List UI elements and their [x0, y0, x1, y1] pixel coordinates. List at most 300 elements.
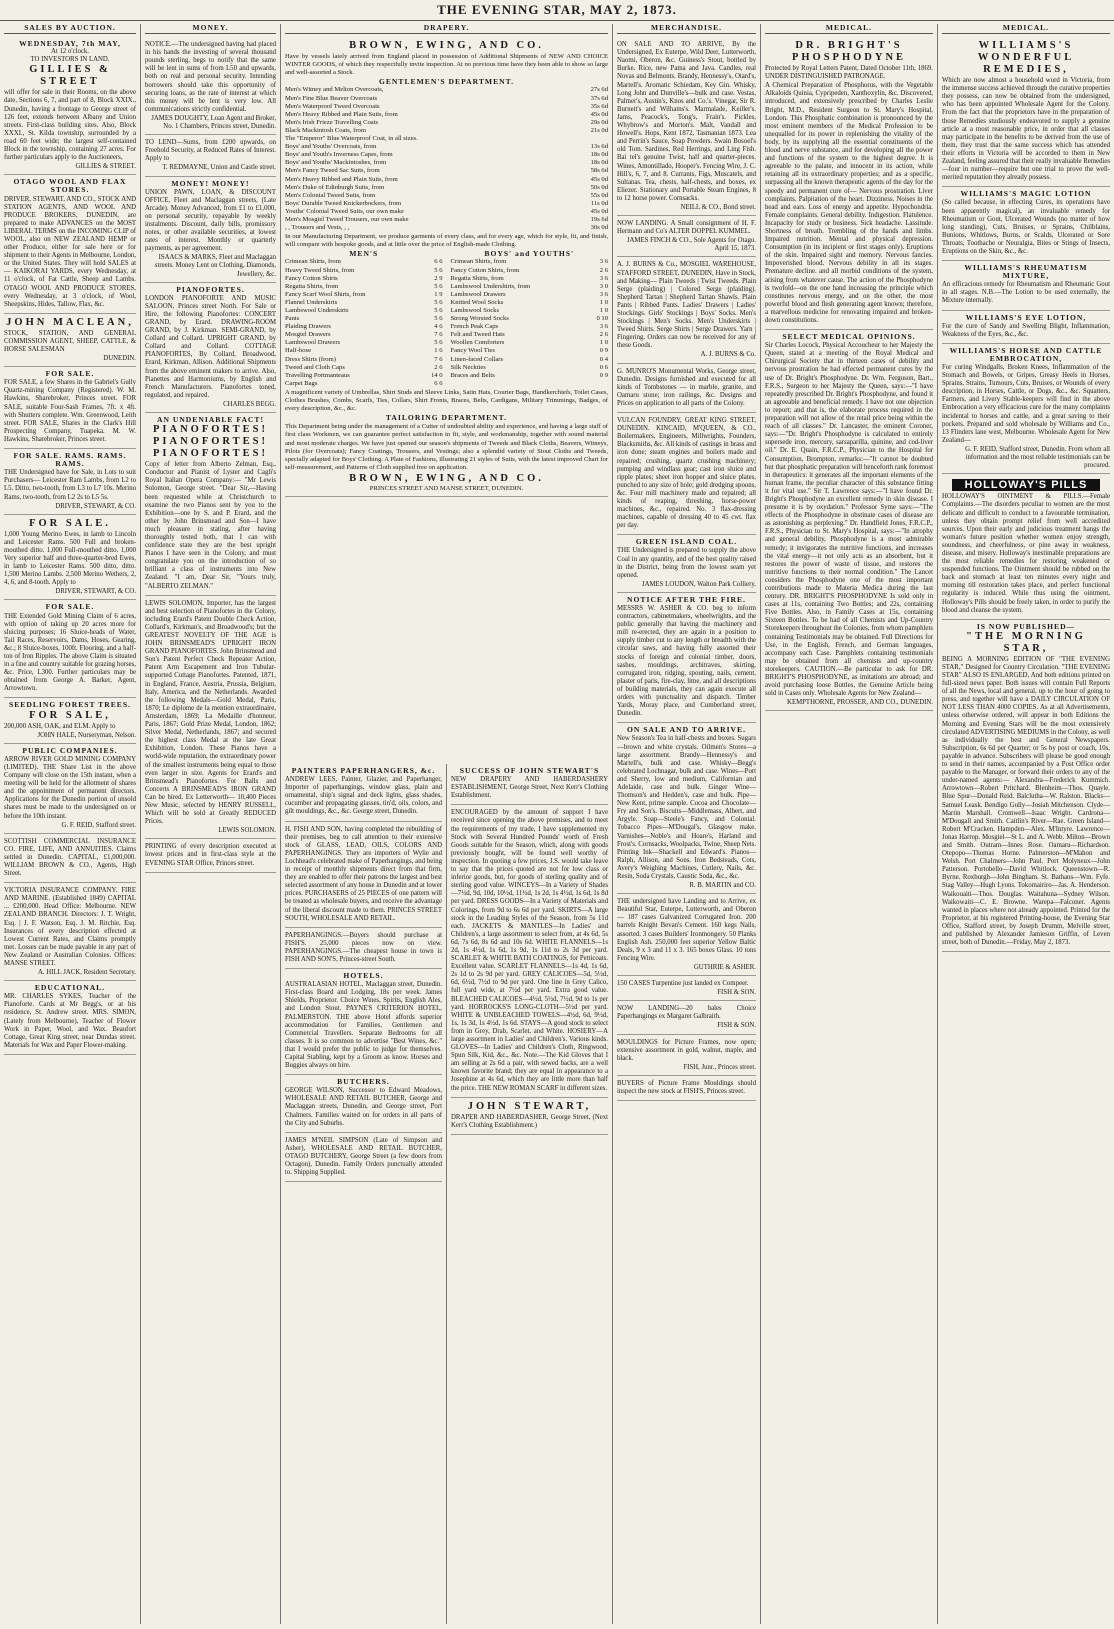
ad-signature: ISAACS & MARKS, Fleet and Maclaggan streets. Money Lent on Clothing, Diamonds, Jewellery, &c.	[154, 254, 276, 278]
firm-name-footer: BROWN, EWING, AND CO.	[349, 472, 544, 484]
price-row	[285, 167, 608, 175]
ad-signature: T. REDMAYNE, Union and Castle street.	[162, 164, 276, 172]
ad-signature: G. F. REID, Stafford street.	[61, 821, 136, 829]
advertisement	[4, 515, 136, 601]
advertisement	[4, 367, 136, 449]
advertisement	[617, 37, 756, 216]
item-name: Men's Mosgiel Tweed Trousers, our own make	[285, 215, 409, 223]
advertisement	[145, 135, 276, 176]
column-heading: SALES BY AUCTION.	[4, 24, 136, 34]
advertisement	[617, 1001, 756, 1034]
advertisement	[617, 1076, 756, 1101]
ad-signature: LEWIS SOLOMON.	[218, 827, 276, 835]
item-name: Lambswool Underskirts	[285, 307, 349, 314]
item-name: Men's Witney and Melton Overcoats,	[285, 86, 384, 94]
ad-body: H. FISH AND SON, having completed the rebuilding of their premises, beg to call attention to their extensive stock of GLASS, LEAD, OILS, COLORS AND PAPERHANGINGS. They are importers of Wylie and Lochhead's celebrated make of Paperhangings, and being in receipt of monthly shipments direct from that firm, they are enabled to offer their patrons the largest and best selected assortment of any house in Dunedin and at lower prices. PURCHASERS of 25 PIECES of one pattern will be treated as wholesale buyers, and receive the advantage of the liberal discount made to them. PRINCES STREET SOUTH, WHOLESALE AND RETAIL.	[285, 825, 442, 922]
price-row	[451, 347, 609, 355]
column-merchandise	[612, 24, 760, 1624]
item-price: 58s 6d	[590, 167, 608, 175]
ad-signature: A. HILL JACK, Resident Secretary.	[37, 969, 136, 977]
ad-signature: FISH & SON.	[717, 1022, 756, 1030]
ad-title: PUBLIC COMPANIES.	[22, 745, 118, 755]
ad-headline: JOHN STEWART,	[467, 1100, 592, 1112]
item-name: Dress Shirts (from)	[285, 355, 336, 363]
price-row	[285, 184, 608, 192]
ad-headline: PIANOFORTES! PIANOFORTES! PIANOFORTES!	[153, 424, 268, 460]
item-price: 2 6	[599, 266, 608, 274]
price-row	[451, 331, 609, 339]
item-price: 2 9	[434, 274, 443, 282]
ad-body: VULCAN FOUNDRY, GREAT KING STREET, DUNEDIN. KINCAID, M'QUEEN, & CO., Boilermakers, Engineers, Millwrights, Founders, Blacksmiths, &c. All kinds of castings in brass and iron done; steam engines and boilers made and repaired; crushing, quartz crushing machinery; pumping and windlass gear; cast iron sluice and ripple plates; sheet iron hopper and sluice plates, punched to any size of hole; gold dredging spoons, &c. Four mill machinery made and repaired; all kinds of reaping, threshing, horse-power machines, &c., repaired. No. 3 flax-dressing machines, capable of dressing 40 to 45 cwt. flax per day.	[617, 417, 756, 530]
ad-body: 200,000 ASH, OAK, and ELM. Apply to	[4, 722, 116, 730]
item-name: Lambswool Socks	[450, 307, 500, 314]
advertisement	[145, 413, 276, 596]
ad-title: FOR SALE. RAMS. RAMS. RAMS.	[13, 451, 127, 469]
item-price: 3 6	[599, 274, 608, 282]
ad-title: WILLIAMS'S HORSE AND CATTLE EMBROCATION,	[949, 345, 1103, 363]
item-price: 4 6	[434, 323, 443, 331]
advertisement	[145, 177, 276, 283]
ad-title: SUCCESS OF JOHN STEWART'S	[459, 766, 600, 775]
ad-signature: A. J. BURNS & Co.	[700, 351, 756, 359]
ad-headline: WILLIAMS'S WONDERFUL REMEDIES,	[977, 40, 1075, 76]
item-price: 3 6	[599, 290, 608, 298]
item-name: Braces and Belts	[450, 371, 495, 379]
item-name: Boys' and Youth's Inverness Capes, from	[285, 151, 393, 159]
ad-headline: GILLIES & STREET	[29, 64, 111, 88]
item-name: Fancy Wool Ties	[450, 347, 495, 355]
ad-title: BUTCHERS.	[337, 1077, 390, 1087]
ad-signature: JAMES FINCH & CO., Sole Agents for Otago. April 15, 1873.	[626, 237, 756, 253]
item-name: Travelling Portmanteaus	[285, 371, 350, 379]
price-row	[285, 192, 608, 200]
ad-body: PAPERHANGINGS.—Buyers should purchase at FISH'S. 25,000 pieces now on view. PAPERHANGINGS.—The cheapest house in town is FISH AND SON'S, Princes-street South.	[285, 931, 442, 963]
mfg-note: In our Manufacturing Department, we produce garments of every class, and for every age, which for style, fit, and finish, will compare with bespoke goods, and at little over the price of English-made Clothing.	[285, 233, 608, 249]
ad-body: JAMES M'NEIL SIMPSON (Late of Simpson and Asher), WHOLESALE AND RETAIL BUTCHER, OTAGO BUTCHERY, George Street (a few doors from Octagon), Dunedin. Family Orders punctually attended to. Shipping Supplied.	[285, 1136, 442, 1177]
price-row	[285, 224, 608, 232]
advertisement	[145, 839, 276, 872]
item-price: 55s 0d	[590, 191, 608, 199]
ad-title: EDUCATIONAL.	[34, 983, 106, 993]
item-name: Lambswool Undershirts, from	[450, 282, 531, 290]
ad-subtitle: At 12 o'clock.	[50, 48, 90, 56]
price-row	[285, 95, 608, 103]
umbrellas-note: A magnificent variety of Umbrellas, Shirt Studs and Sleeve Links, Satin Hats, Courier Bags, Handkerchiefs, Toilet Cases, Clothes Brushes, Combs, Scarfs, Ties, Collars, Shirt Fronts, Braces, Belts, Cardigans, Military Trimmings, Badges, of every description, &c., &c.	[285, 388, 608, 413]
ad-body: THE Extended Gold Mining Claim of 6 acres, with option of taking up 20 acres more for sluicing purposes; 16 Sluice-heads of Water, Tail Races, Reservoirs, Dams, Hoses, Gearing, &c.; 8 Sluice-boxes, 100ft. Flooring, and a half-ton of Iron Ripples. The above Claim is situated in a fine and country suitable for grazing horses, &c. Price, L300. Further particulars may be obtained from George A. Barker, Agent, Arrowtown.	[4, 612, 136, 693]
item-name: Silk Neckties	[450, 363, 486, 371]
advertisement	[451, 1098, 608, 1135]
ad-signature: FISH, Junr., Princes street.	[683, 1063, 756, 1071]
price-row	[285, 208, 608, 216]
column-auction	[0, 24, 140, 1624]
price-row	[285, 275, 443, 283]
ad-signature: NEILL & CO., Bond street.	[680, 203, 756, 211]
column-heading: MERCHANDISE.	[617, 24, 756, 34]
item-price: 5 6	[434, 282, 443, 290]
ad-signature: R. B. MARTIN and CO.	[689, 882, 756, 890]
price-row	[285, 135, 608, 143]
item-name: Heavy Tweed Shirts, from	[285, 266, 355, 274]
gents-title: GENTLEMEN'S DEPARTMENT.	[378, 77, 515, 87]
advertisement	[4, 698, 136, 743]
column-drapery	[280, 24, 612, 764]
ad-text: A Chemical Preparation of Phosphorus, with the Vegetable Alkaloids Quinia, Cypripeden, Xanthoxylin, &c. Discovered, introduced, and extensively prescribed by Charles Leslie Bright, M.D., Resident Surgeon to St. Mary's Hospital, London. This Phosphatic combination is pronounced by the most eminent members of the Medical Profession to be unequalled for its power in replenishing the vitality of the body, by its supplying all the essential constituents of the blood and nerve substance, and for developing all the power and functions of the system to the highest degree. It is agreeable to the palate, and innocent in its action, while retaining all its extraordinary properties; and as a specific, surpassing all the known therapeutic agents of the day for the speedy and permanent cure of— Nervous prostration. Liver complaints. Palpitation of the heart. Dizziness. Noises in the head and ears. Loss of energy and appetite. Hypochondria. Female complaints. General debility. Indigestion. Flatulence. Incapacity for study or business. Sick headache. Lassitude. Shortness of breath. Trembling of the hands and limbs. Impaired nutrition. Mental and physical depression. Consumption (in its incipient or first stages only). Eruptions of the skin. Impaired sight and memory. Nervous fancies. Impoverished blood. Nervous debility in all its stages. Premature decline. and all morbid conditions of the system, arising from whatever cause. The action of the Phosphodyne is twofold—on the one hand increasing the principle which constitutes nervous energy, and on the other, the most powerful blood and flesh generating agent known; therefore, a marvellous medicine for renovating impaired and broken-down constitutions.	[765, 82, 933, 324]
column-money	[140, 24, 280, 1624]
ad-title: PIANOFORTES.	[176, 284, 245, 294]
ad-body: THE Undersigned is prepared to supply the above Coal in any quantity, and of the best quality raised in the District, being from the lowest seam yet opened.	[617, 547, 756, 579]
item-price: 0 4	[599, 355, 608, 363]
item-price: 5 6	[434, 266, 443, 274]
price-row	[285, 315, 443, 323]
ad-body: ON SALE AND TO ARRIVE, By the Undersigned, Ex Euterpe, Wild Deer, Lutterworth, Naomi, Oberon, &c. Guiness's Stout, bottled by Burke. Rice, new Patna and Java. Candles, real Novas and Belmonts. Brandy, Hennessy's, Otard's, Martell's. Aromatic Schiedam, Key Gin. Whisky, Long John and Dunville's—bulk and case. Vestas, Palmer's, Austin's, Knos and Co.'s. Vinegar, Sir R. Burnett's and Wilhams's. Marmalade, Keiller's. Jams, Peacock's, Tong's, Frain's. Pickles, Whybrow's and Morton's. Malt, Vandall and Howell's. Hops, Kent 1872, Tasmanian 1873. Lea and Perrin's Sauce, Soap Powders. Swain Bosoel's old Tom. Sardines, Red Herrings, and Ling Fish. Bai tel's genuine Twist, half and quarter-pieces. Wines, Amontillado, Hooper's. Fencing Wire, J. C. Hill's, 6, 7, and 8. Currants, Figs, Muscatels, and Sultanas. Tea, chests, half-chests, and boxes, ex Eliezer. Stationary and Portable Steam Engines, 8 to 12 horse power. Cornsacks.	[617, 41, 756, 202]
price-row	[285, 127, 608, 135]
item-name: Men's Colonial Tweed Suits, from	[285, 191, 376, 199]
item-name: Knitted Wool Socks	[450, 298, 504, 306]
ad-body: LEWIS SOLOMON, Importer, has the largest and best selection of Pianofortes in the Colony, including Erard's Patent Double Check Action, Collard's, Kirkman's, and Broadwood's; but the GREATEST NOVELTY OF THE AGE is JOHN BRINSMEAD'S UPRIGHT IRON GRAND PIANOFORTES. John Brinsmead and Son's Patent Perfect Check Repeater Action, Patent Arm Escapement and Iron Tubular-supported Cottage Pianofortes. Patented, 1871, in England, France, Austria, Prussia, Belgium, Italy, America, and the Netherlands. Awarded the following Medals—Gold Medal, Paris, 1870; Le diplome de la mention extraordinaire, Amsterdam, 1869; La Medaille d'honneur, Paris, 1867; Gold Prize Medal, London, 1862; Silver Medal, Netherlands, 1867; and secured the highest class Medal at the late Great Exhibition, London. These Pianos have a world-wide reputation, the extraordinary power of the smallest instruments being equal to those even larger in size. Agents for Erard's and Brinsmead's Pianofortes. For Balls and Concerts A BRINSMEAD'S IRON GRAND Can be hired. Ex Letterworth— 10,400 Pieces New Music, selected by HENRY RUSSELL, Which will be sold at Greatly REDUCED Prices.	[145, 599, 276, 826]
item-name: Mosgiel Drawers	[285, 331, 331, 339]
ad-signature: GILLIES & STREET.	[75, 163, 136, 171]
ad-body: An efficacious remedy for Rheumatism and Rheumatic Gout in all stages. N.B.—The Lotion to be used externally, the Mixture internally.	[942, 281, 1110, 305]
item-name: Plaiding Drawers	[285, 323, 331, 331]
item-price: 11s 0d	[590, 199, 608, 207]
advertisement	[4, 37, 136, 175]
ad-body: UNION PAWN, LOAN, & DISCOUNT OFFICE, Fleet and Maclaggan streets, (Late Arcade). Money Advanced, from £1 to £1,000, on personal security, repayable by weekly instalments. Discount, daily bills, promissory notes, or other available securities, at lowest rates of interest. Monthly or quarterly payments, as per agreement.	[145, 188, 276, 253]
price-row	[451, 299, 609, 307]
advertisement	[942, 474, 1110, 620]
advertisement	[285, 764, 442, 822]
advertisement	[617, 1035, 756, 1076]
item-name: The "Emperor" Blue Waterproof Coat, in all sizes.	[285, 135, 418, 143]
item-name: , , Trousers and Vests, , ,	[285, 224, 350, 232]
tailoring-title: TAILORING DEPARTMENT.	[385, 413, 508, 423]
item-name: Woollen Comforters	[450, 339, 505, 347]
holloway-banner: HOLLOWAY'S PILLS	[952, 479, 1100, 491]
advertisement	[942, 620, 1110, 952]
ad-signature: JOHN HALE, Nurseryman, Nelson.	[37, 731, 136, 739]
price-row	[285, 347, 443, 355]
price-row	[285, 372, 443, 380]
price-row	[285, 364, 443, 372]
ad-body: NEW DRAPERY AND HABERDASHERY ESTABLISHMENT, George Street, Next Kerr's Clothing Establishment.	[451, 776, 608, 800]
item-price: 29s 0d	[590, 118, 608, 126]
item-name: Men's Irish Frieze Travelling Coats	[285, 118, 379, 126]
item-name: French Peak Caps	[450, 323, 499, 331]
advertisement	[942, 261, 1110, 310]
firm-name: BROWN, EWING, AND CO.	[349, 40, 544, 52]
item-price: 5 6	[434, 315, 443, 323]
item-price: 1 0	[599, 298, 608, 306]
price-row	[451, 283, 609, 291]
item-price: 1 0	[599, 339, 608, 347]
price-row	[451, 258, 609, 266]
advertisement	[765, 330, 933, 711]
item-name: Fancy Cotton Shirts, from	[450, 266, 520, 274]
ad-body: MR. CHARLES SYKES, Teacher of the Pianoforte. Cards at Mr Begg's, or at his residence, St. Andrew street. MRS. SIMON, (Lately from Melbourne), Teacher of Flower Work in Paper, Wool, and Wax. Beaufort Cottage, Great King street, near Dundas street. Materials for Wax and Paper Flower-making.	[4, 993, 136, 1049]
item-price: 45s 0d	[590, 175, 608, 183]
price-row	[285, 111, 608, 119]
ad-title: AN UNDENIABLE FACT!	[156, 415, 265, 425]
column-heading: MEDICAL.	[942, 24, 1110, 34]
advertisement	[942, 344, 1110, 474]
advertisement	[4, 314, 136, 367]
item-price: 6 6	[434, 379, 443, 387]
price-row	[285, 267, 443, 275]
item-price: 5 6	[434, 298, 443, 306]
ad-signature: CHARLES BEGG.	[223, 400, 276, 408]
drapery-advertisement	[285, 37, 608, 497]
advertisement	[617, 257, 756, 363]
item-price: 5 6	[434, 339, 443, 347]
ad-lead: TO INVESTORS IN LAND.	[30, 56, 110, 64]
ad-body: BEING A MORNING EDITION OF "THE EVENING STAR," Designed for Country Circulation. "THE EVENING STAR" ALSO IS ENLARGED, And both editions printed on full-sized news paper. Both issues will contain Full Reports of all the News, local and general, up to the hour of going to press, and together will have a DAILY CIRCULATION OF NOT LESS THAN 4000 COPIES. As at all Advertisements, unless otherwise ordered, will appear in both Editions the Morning and Evening Stars will be the most extensively circulated ADVERTISING MEDIUMS in the Colony, as well as individually the best and General Newspapers. Subscription, 6s 6d per Quarter; or 5s by post or coach, 10s, payable in advance. Subscribers will please be good enough to send in their names, accompanied by a Post Office order payable to the Manager, or forward their orders to any of the under-named agents:— Alexandra—Frederick Kummich. Arrowtown—Robert Pritchard. Blenheim—Thos. Quayle. Blue Spur—Donald Reid. Balclutha—W. Ralston. Blacks—Samuel Leask. Bendigo Gully—Josiah Mitchenson. Clyde—Martin Marshall. Cromwell—Isaac Wright. Cardrona—M'Dougall and Smith. Caitlin's River—Rae. Green Island—Robert M'Cracken. Hampden—Alex. M'Intyre. Lawrence—Jonas Harrop. Mosgiel—St L. and A. Webb. Milton—Brown and Smith. Outram—Innes Rose. Oamaru—Richardson. Otepopo—Thomas Horne. Palmerston—M'Mahon and Welsh. Port Chalmers—John Paul. Port Molyneux—John Patterson. Portobello—David Whitlock. Queenstown—R. Byrne. Roxburgh—John Bingham. St. Bathans—Wm. Fyfe. Stag Valley—Hugh Lyons. Tokomairiro—Jas. A. Henderson. Waikouaiti—Thos. Douglas. Waitahuna—Sydney Wilson. Waikowaiti—C. E. Browne. Warepa—Falconer. Agents wanted in places where not already appointed. Printed for the Proprietor, at his registered Printing-house, the Evening Star Office, Stafford street, by Joseph Drumm, Melville street, and published by Alexander Jamieson Griffin, of Leven street, both of Dunedin.—Friday, May 2, 1873.	[942, 655, 1110, 947]
advertisement	[617, 894, 756, 976]
ad-body: SCOTTISH COMMERCIAL INSURANCE CO. FIRE, LIFE, AND ANNUITIES. Claims settled in Dunedin. CAPITAL, £1,000,000. WILLIAM BROWN & CO., Agents, High Street.	[4, 837, 136, 878]
ad-title: OTAGO WOOL AND FLAX STORES.	[13, 177, 127, 195]
advertisement	[145, 283, 276, 413]
item-name: Boys' Durable Tweed Knickerbockers, from	[285, 199, 402, 207]
ad-title: FOR SALE.	[45, 602, 95, 612]
price-row	[285, 356, 443, 364]
advertisement	[4, 834, 136, 883]
advertisement	[451, 764, 608, 805]
item-name: Pants	[285, 315, 300, 323]
item-name: Men's Fine Blue Beaver Overcoats	[285, 94, 378, 102]
item-price: 1 9	[434, 290, 443, 298]
ad-body: STOCK, STATION, AND GENERAL COMMISSION AGENT, SHEEP, CATTLE, & HORSE SALESMAN	[4, 329, 136, 353]
ad-body: 150 CASES Turpentine just landed ex Compeer.	[617, 980, 749, 988]
masthead: THE EVENING STAR, MAY 2, 1873.	[0, 0, 1114, 21]
price-row	[285, 258, 443, 266]
ad-body: AUSTRALASIAN HOTEL, Maclaggan street, Dunedin. First-class Board and Lodging, 18s per week. James Shields, Proprietor. Choice Wines, Spirits, English Ales, and London Stout. PAYNE'S CRITERION HOTEL, PALMERSTON. THE above Hotel affords superior accommodation for Families, Gentlemen and Commercial Travellers. Separate Bedrooms for all classes. It is so common to advertise "Best Wines, &c." that I would prefer the public to judge for themselves. Capital Stabling, kept by a Groom as know. Horses and Buggies always on hire.	[285, 981, 442, 1070]
ad-body: VICTORIA INSURANCE COMPANY. FIRE AND MARINE. (Established 1849) CAPITAL ... £200,000. Head Office: Melbourne. NEW ZEALAND BRANCH. Directors: J. T. Wright, Esq. | J. F. Watson, Esq. J. M. Ritchie, Esq. Insurances of every description effected at Lowest Current Rates, and Claims promptly met. Losses can be made payable in any part of New Zealand or Australian Colonies. Offices: MANSE STREET.	[4, 887, 136, 967]
price-row	[451, 356, 609, 364]
ad-signature: GUTHRIE & ASHER.	[693, 963, 756, 971]
item-price: 2 6	[434, 363, 443, 371]
price-row	[285, 291, 443, 299]
item-name: Black Mackintosh Coats, from	[285, 126, 366, 134]
ad-title: WILLIAMS'S RHEUMATISM MIXTURE,	[964, 263, 1088, 281]
price-row	[451, 323, 609, 331]
advertisement	[285, 822, 442, 928]
item-price: 1 0	[599, 307, 608, 314]
item-price: 3 6	[599, 258, 608, 266]
item-price: 45s 0d	[590, 207, 608, 215]
item-name: Crimean Shirts, from	[450, 258, 507, 266]
boys-table	[451, 250, 609, 388]
advertisement	[617, 976, 756, 1001]
item-name: Men's Fancy Tweed Sac Suits, from	[285, 167, 380, 175]
item-name: Carpet Bags	[285, 379, 318, 387]
ad-signature: KEMPTHORNE, PROSSER, AND CO., DUNEDIN.	[787, 699, 933, 707]
advertisement	[4, 449, 136, 515]
item-price: 5 6	[434, 307, 443, 314]
price-row	[451, 364, 609, 372]
price-row	[285, 159, 608, 167]
ad-body: Protected by Royal Letters Patent, Dated October 11th, 1869. UNDER DISTINGUISHED PATRONAGE.	[765, 65, 933, 81]
ad-body: FOR SALE, a few Shares in the Gabriel's Gully Quartz-mining Company (Registered). W. M. Hawkins, Sharebroker, Princes street. FOR SALE, suitable Four-Sash Frames, 7ft. x 4ft. with Shutters complete. Wm. Greenwood, Leith street. FOR SALE, Shares in the Clark's Hill Prospecting Company, Tuapeka. M. W. Hawkins, Sharebroker, Princes street.	[4, 379, 136, 443]
column-medical-2	[937, 24, 1114, 1624]
item-name: Tweed and Cloth Caps	[285, 363, 345, 371]
price-row	[451, 339, 609, 347]
ad-body: A. J. BURNS & Co., MOSGIEL WAREHOUSE, STAFFORD STREET, DUNEDIN, Have in Stock, and Making— Plain Tweeds | Twist Tweeds. Plain Serge (plaiding) | Colored Serge (plaiding). Shepherd Tartan | Shepherd Tartan Shawls. Plain Pants | Ribbed Pants. Ladies' Drawers | Ladies' Stockings. Girls' Stockings | Boys' Socks. Men's Stockings | Men's Socks. Men's Underskirts | Tweed Shirts. Serge Shirts | Serge Drawers. Yarn | Fingering. Orders can now be received for any of these Goods.	[617, 261, 756, 350]
item-name: Fancy Cotton Shirts	[285, 274, 338, 282]
item-price: 30s 0d	[590, 224, 608, 232]
item-name: Men's Duke of Edinburgh Suits, from	[285, 183, 385, 191]
ad-title: SELECT MEDICAL OPINIONS.	[782, 332, 916, 342]
ad-body: ARROW RIVER GOLD MINING COMPANY (LIMITED). THE Share List in the above Company will close on the 15th instant, when a meeting will be held for the allotment of shares and the appointment of permanent directors. Applications for the Dunedin portion of unsold shares must be made to the undersigned on or before the 10th instant.	[4, 755, 136, 820]
ad-signature: FISH & SON.	[717, 989, 756, 997]
item-price	[578, 135, 608, 143]
ad-headline: DR. BRIGHT'S PHOSPHODYNE	[791, 40, 907, 64]
column-heading: DRAPERY.	[285, 24, 608, 34]
mens-title: MEN'S	[349, 249, 379, 259]
ad-signature: JAMES DOUGHTY, Loan Agent and Broker, No. 1 Chambers, Princes street, Dunedin.	[151, 114, 276, 131]
item-name: Men's Waterproof Tweed Overcoats	[285, 102, 380, 110]
price-row	[285, 151, 608, 159]
ad-title: IS NOW PUBLISHED—	[976, 621, 1076, 631]
ad-body: LONDON PIANOFORTE AND MUSIC SALOON, Princes street North. For Sale or Hire, the following Pianofortes: CONCERT GRAND, by Erard. DRAWING-ROOM GRAND, by J. Kirkman. SEMI-GRAND, by Collard and Collard. UPRIGHT GRAND, by Collard and Collard. COTTAGE PIANOFORTES, By Collard, Broadwood, Erard, Kirkman, Allison. Additional Shipments from the above eminent makers to arrive. Also, Pianettes and Harmoniums, by English and French Manufacturers. Pianofortes toned, regulated, and repaired.	[145, 294, 276, 399]
advertisement	[765, 37, 933, 330]
price-row	[285, 119, 608, 127]
item-price: 0 6	[599, 363, 608, 371]
ad-title: HOTELS.	[343, 971, 384, 981]
item-price: 18s 0d	[590, 151, 608, 159]
item-price: 45s 0d	[590, 110, 608, 118]
price-row	[285, 143, 608, 151]
firm-address: PRINCES STREET AND MANSE STREET, DUNEDIN.	[369, 484, 524, 492]
price-row	[451, 315, 609, 323]
item-name: Crimean Shirts, from	[285, 258, 341, 266]
ad-body: MESSRS W. ASHER & CO. beg to inform contractors, cabinetmakers, wheelwrights, and the public generally that having the machinery and mill re-erected, they are again in a position to supply timber cut to any length or breadth with the circular saws, and having fully assorted their stocks of foreign and colonial timber, doors, sashes, mouldings, architraves, skirting, corrugated iron, ridging, spouting, nails, cement, plaster of paris, fire-clay, lime, and all descriptions of building materials, they can again execute all orders with punctuality and dispatch. Timber Yards, Moray place, and Cumberland street, Dunedin.	[617, 605, 756, 718]
ad-body: Copy of letter from Alberto Zelman, Esq., Conductor and Pianist of Lyster and Cagli's Royal Italian Opera Company:— "Mr Lewis Solomon, George street. "Dear Sir,—Having been requested while at Christchurch to examine the two Pianos sent by you to the Exhibition—one by S. and P. Erard, and the other by John Brinsmead and Son—I have much pleasure in stating, after having thoroughly tested both, that I can with confidence state they are the best upright Pianos I have seen in the Colony, and must congratulate you on the introduction of so brilliant a class of instruments into New Zealand. "I am, Dear Sir, "Yours truly, "ALBERTO ZELMAN."	[145, 461, 276, 590]
ad-body: NOTICE.—The undersigned having had placed in his hands the investing of several thousand pounds sterling, begs to notify that the same will be lent in sums of from L50 and upwards, both on real and personal security. Intending borrowers should take this opportunity of securing loans, as the rate of interest at which this money will be lent is very low. All communications strictly confidential.	[145, 41, 276, 113]
item-price: 14 0	[430, 371, 443, 379]
price-row	[285, 339, 443, 347]
advertisement	[285, 928, 442, 969]
item-name: Regatta Shirts, from	[285, 282, 339, 290]
ad-signature: DRIVER, STEWART, & CO.	[55, 588, 136, 596]
item-price: 1 6	[434, 347, 443, 355]
advertisement	[285, 969, 442, 1075]
price-row	[285, 299, 443, 307]
price-row	[285, 307, 443, 315]
price-tables	[285, 250, 608, 388]
column-stewart	[446, 764, 612, 1624]
item-name: Men's Heavy Ribbed and Plain Suits, from	[285, 110, 398, 118]
item-price: 0 10	[596, 315, 608, 323]
ad-body: THE undersigned have Landing and to Arrive, ex Beautiful Star, Euterpe, Lutterworth, and Oberon— 187 cases Galvanized Corrugated Iron. 200 barrels Knight Bevan's Cement. 160 kegs Nails, assorted. 3 cases Builders' Ironmongery. 50 Planks English Ash. 250,000 feet superior Yellow Baltic Deals, 9 x 3 and 11 x 3. 165 boxes Glass. 10 tons Fencing Wire.	[617, 898, 756, 962]
item-price: 35s 6d	[590, 102, 608, 110]
advertisement	[451, 805, 608, 1097]
ad-title: WILLIAMS'S EYE LOTION,	[965, 312, 1087, 322]
ad-signature: G. F. REID, Stafford street, Dunedin. From whom all information and the most reliable testimonials can be procured.	[965, 445, 1110, 470]
advertisement	[4, 600, 136, 698]
item-price: 13s 6d	[590, 143, 608, 151]
ad-body: New Season's Tea in half-chests and boxes. Sugars—brown and white crystals. Oilmen's Stores—a large assortment. Brandy—Hennessy's and Martell's, bulk and case. Whisky—Begg's celebrated Lochnagar, bulk and case. Wines—Port and Sherry, low and medium, Californian and Adelaide, case and bulk. Ginger Wine—Thomson's and Hedden's, case and bulk. Pipe—New Kent, prime sample. Cocoa and Chocolate—Fry and Son's. Biscuits—Middlemass, Albert, and Argyle. Soap—Steele's Fancy, and Colonial. Tobacco Pipes—M'Dougal's, Glasgow make. Varnishes—Noble's and Hoare's, Harland and Frost's. Cornsacks, Woolpacks, Twine, Sheep Nets. Printing Ink—Shackell and Edward's. Pianos—Ralph, Allison, and Sons. Iron Bedsteads, Cots, Avery's Weighing Machines, Cutlery, Nails, &c. Resin, Soda Crystals, Caustic Soda, &c., &c.	[617, 735, 756, 880]
ad-body: NOW LANDING. A Small consignment of H. F. Hermann and Co's ALTER DOPPEL KUMMEL.	[617, 220, 756, 236]
price-row	[285, 216, 608, 224]
item-price: 0 9	[599, 347, 608, 355]
price-row	[285, 283, 443, 291]
item-name: Boys' and Youths' Overcoats, from	[285, 143, 377, 151]
drapery-intro: Have by vessels lately arrived from England placed in possession of Additional Shipments of NEW AND CHOICE WINTER GOODS, of which they respectfully invite inspection. At no previous time have they been able to show so large and well-assorted a Stock.	[285, 53, 608, 77]
ad-title: WILLIAMS'S MAGIC LOTION	[960, 189, 1092, 199]
mens-table	[285, 250, 443, 388]
item-price: 3 0	[599, 282, 608, 290]
ad-title: SEEDLING FOREST TREES.	[9, 700, 131, 710]
tailoring-body: This Department being under the management of a Cutter of undoubted ability and experience, and having a large staff of first class Workmen, we can guarantee perfect satisfaction in fit, style, and workmanship, together with sound material and most moderate charges. We have just opened our season's shipments of Tweeds and Black Cloths, Beavers, Witneys, Pilots (for Overcoats); Fancy Coatings, Trousers, and Vestings; also a splendid variety of Stout Cloths and Tweeds, specially adapted for Boys' Clothing. A Plate of Fashions, illustrating 21 styles of Suits, with the latest improved Chart for self-measurement, and Patterns of Cloth supplied free on application.	[285, 423, 608, 471]
price-row	[285, 86, 608, 94]
ad-body: 1,000 Young Merino Ewes, in lamb to Lincoln and Leicester Rams. 500 Full and broken-mouthed ditto. 1,000 Full-mouthed ditto. 1,000 Very superior half and three-quarter-bred Ewes, in lamb to Leicester Rams. 500 ditto, ditto. 1,500 Merino Lambs. 2,500 Merino Wethers, 2, 4, 6, and 8-tooth. Apply to	[4, 530, 136, 587]
ad-headline: FOR SALE,	[29, 709, 111, 721]
column-painters	[280, 764, 446, 1624]
item-price: 6 6	[434, 258, 443, 266]
ad-body: ANDREW LEES, Painter, Glazier, and Paperhanger, Importer of paperhangings, window glass, plain and ornamental, ship's signal and deck lights, glass shades, cucumber and propagating glasses, tin'd, oils, colors, and gilt mouldings, &c., &c. George street, Dunedin.	[285, 776, 442, 816]
item-name: Men's Heavy Ribbed and Plain Suits, from	[285, 175, 398, 183]
advertisement	[285, 1075, 442, 1133]
advertisement	[617, 413, 756, 535]
advertisement	[4, 883, 136, 981]
ad-body: (So called because, in effecting Cures, its operations have been apparently magical), an invaluable remedy for Rheumatism or Gout, Ulcerated Wounds (no matter of how long standing), Cuts, Bruises, or Sprains, Chilblains, Bunions, Whitlows, Burns, or Scalds, Ulcerated or Sore Throats, Toothache or Neuralgia, Bites or Stings of Insects, Eruptions on the Skin, &c., &c.	[942, 199, 1110, 255]
ad-title: FOR SALE.	[45, 369, 95, 379]
advertisement	[145, 37, 276, 135]
advertisement	[617, 723, 756, 894]
ad-headline: "THE MORNING STAR,	[966, 630, 1086, 654]
item-price: 0 9	[599, 371, 608, 379]
advertisement	[942, 311, 1110, 344]
item-price: 50s 0d	[590, 183, 608, 191]
item-name: Linen-faced Collars	[450, 355, 504, 363]
column-heading: MEDICAL.	[765, 24, 933, 34]
ad-title: NOTICE AFTER THE FIRE.	[627, 594, 746, 604]
column-heading: MONEY.	[145, 24, 276, 34]
price-row	[285, 200, 608, 208]
advertisement	[145, 596, 276, 840]
price-row	[451, 372, 609, 380]
ad-body: For the cure of Sandy and Swelling Blight, Inflammation, Weakness of the Eyes, &c., &c.	[942, 322, 1110, 338]
ad-title: ON SALE AND TO ARRIVE.	[627, 725, 746, 735]
advertisement	[4, 981, 136, 1055]
item-name: Half-hose	[285, 347, 311, 355]
ad-signature: DUNEDIN.	[103, 355, 136, 363]
ad-body: NOW LANDING—20 bales Choice Paperhangings ex Margaret Galbraith.	[617, 1005, 756, 1021]
item-price: 7 6	[434, 331, 443, 339]
advertisement	[617, 535, 756, 593]
item-price: 2 6	[599, 331, 608, 339]
advertisement	[942, 187, 1110, 261]
item-name: Flannel Underskirts	[285, 298, 338, 306]
ad-body: ENCOURAGED by the amount of support I have received since opening the above premises, and to meet the requirements of my trade, I have supplemented my Stock with Several Hundred Pounds' worth of Fresh Goods suitable for the Season, which, along with goods previously bought, will be found well worthy of inspection. In quoting a few prices, J.S. would take leave to say that the prices quoted are not for low class or inferior goods, but, for goods of sterling quality and of sterling good value. WINCEYS—In a Variety of Shades—7½d, 9d, 10d, 10½d, 11½d, 1s 2d, 1s 4½d, 1s 6d, 1s 8d per yard. DRESS GOODS—In a Variety of Materials and Colorings, from 9d to 6s 6d per yard. SKIRTS—A large stock in the Leading Styles of the Season, from 5s 11d each. JACKETS & MANTLES—In Ladies' and Children's, a large assortment to select from, at 4s 6d, 5s 6d, 7s 6d, 8s 6d and 10s 6d. WHITE FLANNELS—1s 2d, 1s 4½d, 1s 6d, 1s 9d, 1s 11d to 2s 3d per yard. SCARLET & WHITE BATH COATINGS, for Petticoats. Excellent value. SCARLET FLANNELS—1s 4d, 1s 6d, 2s 1d to 2s 9d per yard. GREY CALICOES—5d, 5½d, 6d, 6½d, 7½d to 9d per yard. One line in Grey Calico, full yard wide, at 7½d per yard. Extra good value. BLEACHED CALICOES—4½d, 5½d, 7½d, 9d to 1s per yard. HORROCKS'S LONG-CLOTH—5½d per yard. WHITE & UNBLEACHED TOWELS—4½d, 6d, 9½d, 1s, 1s 3d, 1s 4½d, 1s 6d. STAYS—A good stock to select from in Grey, Drab, Scarlet, and White. HOSIERY—A large assortment in Ladies' and Children's. Various kinds. GLOVES—In Ladies' and Children's Cloth, Ringwood, Spun Silk, Kid, &c., &c. Note.—The Kid Gloves that I am selling at 2s 6d a pair, with sewed backs, are a well known favorite brand; they are equal in appearance to a Josephine at 4s 6d, which they are little more than half the price. THE NEW ROMAN SCARF in different sizes.	[451, 809, 608, 1092]
item-name: Fancy Scarf Wool Shirts, from	[285, 290, 366, 298]
price-row	[285, 176, 608, 184]
advertisement	[4, 744, 136, 834]
ad-body: GEORGE WILSON, Successor to Edward Meadows, WHOLESALE AND RETAIL BUTCHER, George and Maclaggan streets, Dunedin, and George street, Port Chalmers. Families waited on for orders in all parts of the City and Suburbs.	[285, 1087, 442, 1127]
advertisement	[617, 593, 756, 723]
item-price: 27s 6d	[590, 86, 608, 94]
item-price: 7 6	[434, 355, 443, 363]
ad-title: WEDNESDAY, 7th MAY,	[19, 39, 121, 49]
ad-body: BUYERS of Picture Frame Mouldings should inspect the new stock at FISH'S, Princes street.	[617, 1079, 756, 1095]
price-row	[285, 331, 443, 339]
ad-title: GREEN ISLAND COAL.	[635, 537, 738, 547]
ad-body: will offer for sale in their Rooms, on the above date, Sections 6, 7, and part of 8, Block XXIX., Dunedin, having a frontage to George street of 126 feet, extends between Albany and Union streets. First-class building sites. Also, Block XXXI., St. Kilda township, surrounded by a road 60 feet wide; the largest self-contained Block in the township, containing 27 acres. For further particulars apply to the Auctioneers,	[4, 89, 136, 162]
ad-body: G. MUNRO'S Monumental Works, George street, Dunedin. Designs furnished and executed for all kinds of Tombstones — in marble, granite, and Oamaru stone; iron railings, &c. Designs and Prices on application to all parts of the Colony.	[617, 367, 756, 407]
advertisement	[4, 175, 136, 314]
ad-headline: FOR SALE.	[29, 517, 111, 529]
ad-body: TO LEND—Sums, from £200 upwards, on Freehold Security, at Reduced Rates of Interest. Apply to	[145, 139, 276, 163]
ad-body: MOULDINGS for Picture Frames, now open; extensive assortment in gold, walnut, maple, and black.	[617, 1038, 756, 1062]
ad-title: PAINTERS PAPERHANGERS, &c.	[291, 766, 436, 775]
